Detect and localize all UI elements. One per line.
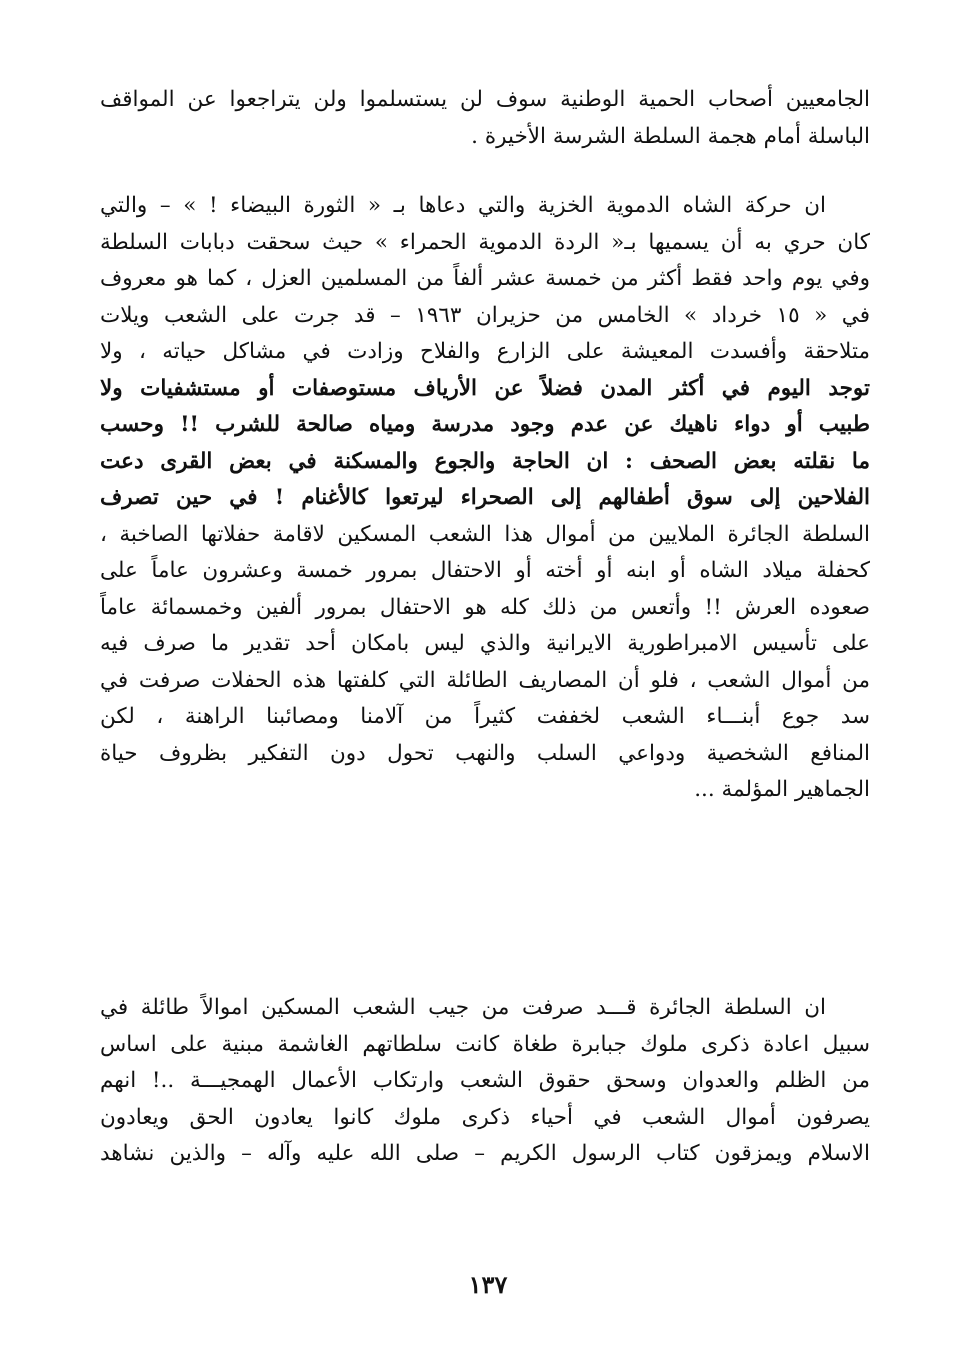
paragraph-2 [100,188,870,809]
text-line: ان السلطة الجائرة قـــد صرفت من جيب الشعب المسكين اموالاً طائلة في [100,995,826,1020]
paragraph-1 [100,82,870,155]
text-line: سد جوع أبنـــاء الشعب لخففت كثيراً من آلامنا ومصائبنا الراهنة ، لكن [100,704,870,729]
text-line: ما نقلته بعض الصحف : ان الحاجة والجوع والمسكنة في بعض القرى دعت [100,448,870,474]
page-number: ١٣٧ [468,1270,508,1299]
text-line: من أموال الشعب ، فلو أن المصاريف الطائلة التي كلفتها هذه الحفلات صرفت في [100,667,870,693]
text-line: في « ١٥ خرداد » الخامس من حزيران ١٩٦٣ – قد جرت على الشعب ويلات [100,302,870,328]
paragraph-3 [100,990,870,1173]
text-line: كان حري به أن يسميها بـ« الردة الدموية الحمراء » حيث سحقت دبابات السلطة [100,229,870,255]
text-line: على تأسيس الامبراطورية الايرانية والذي ليس بامكان أحد تقدير ما صرف فيه [100,631,870,656]
text-line: صعوده العرش !! وأتعس من ذلك كله هو الاحتفال بمرور ألفين وخمسمائة عاماً [100,594,870,620]
text-line: كحفلة ميلاد الشاه أو ابنه أو أخته أو الاحتفال بمرور خمسة وعشرون عاماً على [100,558,870,583]
text-line: طبيب أو دواء ناهيك عن عدم وجود مدرسة ومياه صالحة للشرب !! وحسب [100,412,870,437]
text-line: متلاحقة وأفسدت المعيشة على الزارع والفلاح وزادت في مشاكل حياته ، ولا [100,339,870,364]
text-line: ان حركة الشاه الدموية الخزية والتي دعاها بـ « الثورة البيضاء ! » – والتي [100,193,826,218]
text-line: السلطة الجائرة الملايين من أموال هذا الشعب المسكين لاقامة حفلاتها الصاخبة ، [100,521,870,547]
text-line: الفلاحين إلى سوق أطفالهم إلى الصحراء ليرتعوا كالأغنام ! في حين تصرف [100,485,870,510]
text-line: الاسلام ويمزقون كتاب الرسول الكريم – صلى الله عليه وآله – والذين نشاهد [100,1141,870,1166]
text-line: الجماهير المؤلمة ... [694,777,870,802]
text-line: وفي يوم واحد فقط أكثر من خمسة عشر ألفاً من المسلمين العزل ، كما هو معروف [100,266,870,291]
text-line: المنافع الشخصية ودواعي السلب والنهب تحول دون التفكير بظروف حياة [100,740,870,766]
text-line: من الظلم والعدوان وسحق حقوق الشعب وارتكاب الأعمال الهمجيـــة ..! انهم [100,1068,870,1093]
text-line: الباسلة أمام هجمة السلطة الشرسة الأخيرة . [471,123,870,149]
text-line: الجامعيين أصحاب الحمية الوطنية سوف لن يستسلموا ولن يتراجعوا عن المواقف [100,87,870,112]
text-line: توجد اليوم في أكثر المدن فضلاً عن الأرياف مستوصفات أو مستشفيات ولا [100,375,870,401]
text-line: يصرفون أموال الشعب في أحياء ذكرى ملوك كانوا يعادون الحق ويعادون [100,1104,870,1130]
text-line: سبيل اعادة ذكرى ملوك جبابرة طغاة كانت سلطاتهم الغاشمة مبنية على اساس [100,1031,870,1057]
